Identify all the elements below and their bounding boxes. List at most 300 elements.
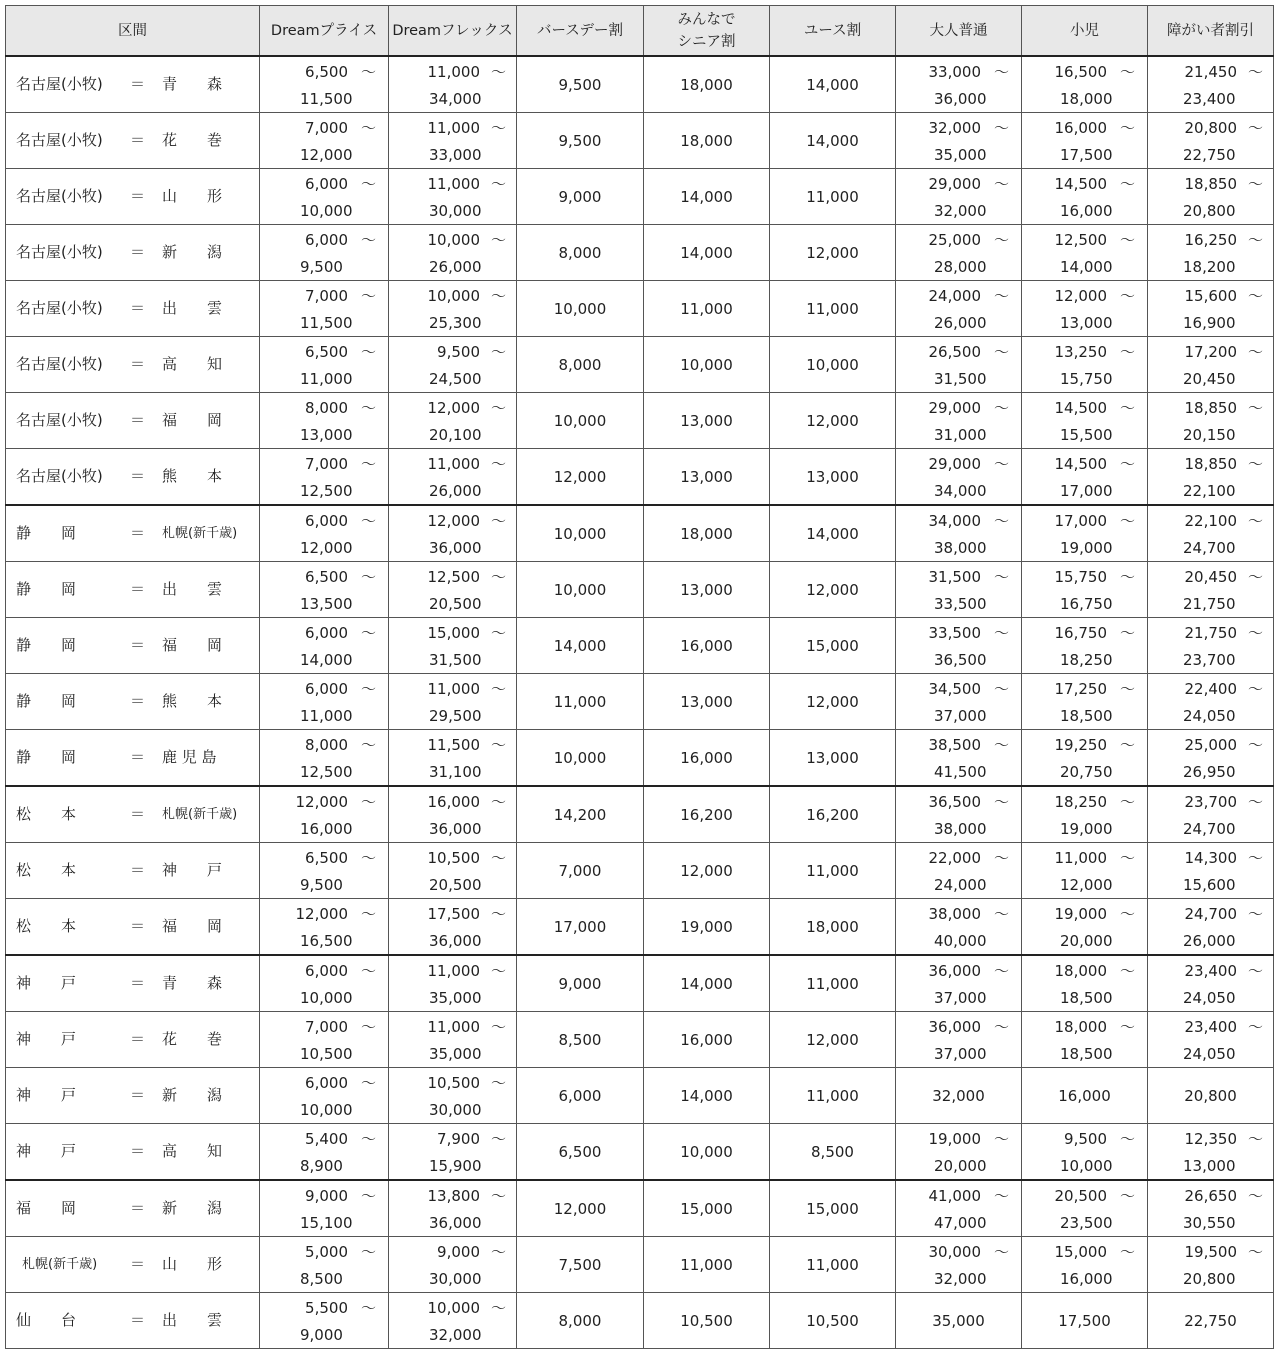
dream-price-range — [260, 1012, 388, 1067]
child-max: 20,000 — [1060, 932, 1113, 950]
tilde-symbol: ～ — [360, 231, 376, 249]
equals-symbol: ＝ — [130, 748, 146, 766]
tilde-symbol: ～ — [993, 287, 1009, 305]
child-max: 18,250 — [1060, 651, 1113, 669]
dream-flex-max: 25,300 — [429, 314, 482, 332]
child-range — [1022, 337, 1147, 392]
dream-flex-cell — [389, 1068, 517, 1124]
dream-price-min: 6,000 — [305, 175, 348, 193]
adult-min: 29,000 — [928, 399, 981, 417]
fare-row — [6, 730, 1274, 787]
child-min: 19,000 — [1054, 905, 1107, 923]
dream-price-max: 16,000 — [300, 820, 353, 838]
youth-cell: 11,000 — [770, 1068, 896, 1124]
tilde-symbol: ～ — [1119, 455, 1135, 473]
disability-min: 21,750 — [1184, 624, 1237, 642]
child-max: 13,000 — [1060, 314, 1113, 332]
adult-range — [896, 393, 1021, 448]
dream-flex-min: 17,500 — [427, 905, 480, 923]
tilde-symbol: ～ — [490, 399, 506, 417]
tilde-symbol: ～ — [1247, 1018, 1263, 1036]
tilde-symbol: ～ — [1119, 512, 1135, 530]
dream-flex-min: 11,000 — [427, 119, 480, 137]
adult-range — [896, 899, 1021, 954]
tilde-symbol: ～ — [490, 231, 506, 249]
adult-range — [896, 1237, 1021, 1292]
child-range — [1022, 1237, 1147, 1292]
birthday-cell: 10,000 — [517, 281, 644, 337]
senior-cell: 18,000 — [644, 113, 770, 169]
adult-min: 38,000 — [928, 905, 981, 923]
route-destination: 出 雲 — [162, 1311, 223, 1329]
dream-flex-max: 20,500 — [429, 876, 482, 894]
child-min: 17,250 — [1054, 680, 1107, 698]
route-cell — [6, 786, 260, 843]
route — [6, 1181, 259, 1236]
adult-min: 24,000 — [928, 287, 981, 305]
child-min: 16,500 — [1054, 63, 1107, 81]
adult-cell — [896, 337, 1022, 393]
child-cell — [1022, 562, 1148, 618]
disability-max: 26,950 — [1183, 763, 1236, 781]
dream-price-range — [260, 1237, 388, 1292]
route — [6, 281, 259, 336]
tilde-symbol: ～ — [360, 287, 376, 305]
dream-price-min: 6,000 — [305, 624, 348, 642]
child-range — [1022, 393, 1147, 448]
tilde-symbol: ～ — [490, 1074, 506, 1092]
disability-min: 23,700 — [1184, 793, 1237, 811]
disability-range — [1148, 113, 1273, 168]
dream-price-min: 6,000 — [305, 1074, 348, 1092]
tilde-symbol: ～ — [360, 849, 376, 867]
tilde-symbol: ～ — [1119, 287, 1135, 305]
dream-flex-min: 11,000 — [427, 175, 480, 193]
tilde-symbol: ～ — [490, 455, 506, 473]
birthday-cell: 10,000 — [517, 505, 644, 562]
disability-max: 20,800 — [1183, 1270, 1236, 1288]
disability-max: 24,050 — [1183, 989, 1236, 1007]
dream-flex-min: 11,000 — [427, 63, 480, 81]
tilde-symbol: ～ — [993, 962, 1009, 980]
child-max: 15,500 — [1060, 426, 1113, 444]
disability-cell — [1148, 505, 1274, 562]
disability-max: 13,000 — [1183, 1157, 1236, 1175]
tilde-symbol: ～ — [360, 1299, 376, 1317]
dream-price-cell — [260, 113, 389, 169]
dream-flex-range — [389, 337, 516, 392]
dream-flex-min: 11,000 — [427, 1018, 480, 1036]
dream-price-range — [260, 1068, 388, 1123]
tilde-symbol: ～ — [490, 119, 506, 137]
route-cell — [6, 1293, 260, 1349]
adult-cell — [896, 1124, 1022, 1181]
route-destination: 福 岡 — [162, 636, 223, 654]
tilde-symbol: ～ — [1247, 736, 1263, 754]
senior-cell: 15,000 — [644, 1180, 770, 1237]
route-origin: 名古屋(小牧) — [16, 411, 103, 429]
senior-cell: 13,000 — [644, 449, 770, 506]
tilde-symbol: ～ — [1247, 119, 1263, 137]
tilde-symbol: ～ — [490, 568, 506, 586]
route-origin: 静 岡 — [16, 748, 77, 766]
adult-cell: 32,000 — [896, 1068, 1022, 1124]
adult-range — [896, 787, 1021, 842]
child-min: 15,000 — [1054, 1243, 1107, 1261]
senior-cell: 14,000 — [644, 1068, 770, 1124]
dream-price-cell — [260, 1293, 389, 1349]
dream-flex-max: 15,900 — [429, 1157, 482, 1175]
dream-price-range — [260, 393, 388, 448]
child-min: 15,750 — [1054, 568, 1107, 586]
disability-min: 21,450 — [1184, 63, 1237, 81]
tilde-symbol: ～ — [360, 399, 376, 417]
child-cell — [1022, 225, 1148, 281]
route-cell — [6, 955, 260, 1012]
tilde-symbol: ～ — [1247, 1130, 1263, 1148]
adult-max: 24,000 — [934, 876, 987, 894]
birthday-cell: 6,500 — [517, 1124, 644, 1181]
fare-row — [6, 899, 1274, 956]
birthday-cell: 14,000 — [517, 618, 644, 674]
birthday-cell: 8,000 — [517, 1293, 644, 1349]
disability-min: 20,800 — [1184, 119, 1237, 137]
dream-price-range — [260, 169, 388, 224]
tilde-symbol: ～ — [360, 905, 376, 923]
route-cell — [6, 674, 260, 730]
route-cell — [6, 449, 260, 506]
tilde-symbol: ～ — [360, 1130, 376, 1148]
dream-price-cell — [260, 1180, 389, 1237]
tilde-symbol: ～ — [1247, 231, 1263, 249]
equals-symbol: ＝ — [130, 524, 146, 542]
senior-cell: 13,000 — [644, 674, 770, 730]
disability-min: 23,400 — [1184, 962, 1237, 980]
dream-flex-min: 9,000 — [437, 1243, 480, 1261]
child-max: 12,000 — [1060, 876, 1113, 894]
youth-cell: 18,000 — [770, 899, 896, 956]
route-destination: 出 雲 — [162, 299, 223, 317]
route-cell — [6, 899, 260, 956]
dream-flex-max: 32,000 — [429, 1326, 482, 1344]
dream-flex-range — [389, 618, 516, 673]
fare-row — [6, 1237, 1274, 1293]
tilde-symbol: ～ — [490, 1130, 506, 1148]
adult-range — [896, 1124, 1021, 1179]
adult-min: 31,500 — [928, 568, 981, 586]
adult-cell — [896, 449, 1022, 506]
route-cell — [6, 393, 260, 449]
senior-cell: 10,500 — [644, 1293, 770, 1349]
disability-min: 19,500 — [1184, 1243, 1237, 1261]
equals-symbol: ＝ — [130, 1030, 146, 1048]
adult-min: 30,000 — [928, 1243, 981, 1261]
tilde-symbol: ～ — [490, 512, 506, 530]
dream-price-cell — [260, 1124, 389, 1181]
dream-price-min: 6,500 — [305, 63, 348, 81]
disability-min: 24,700 — [1184, 905, 1237, 923]
dream-price-max: 12,000 — [300, 539, 353, 557]
dream-flex-max: 20,100 — [429, 426, 482, 444]
dream-flex-min: 12,000 — [427, 399, 480, 417]
route-destination: 山 形 — [162, 1255, 223, 1273]
tilde-symbol: ～ — [1119, 568, 1135, 586]
route — [6, 337, 259, 392]
disability-cell — [1148, 1124, 1274, 1181]
tilde-symbol: ～ — [490, 175, 506, 193]
route-origin: 名古屋(小牧) — [16, 243, 103, 261]
disability-cell — [1148, 618, 1274, 674]
tilde-symbol: ～ — [360, 343, 376, 361]
dream-price-cell — [260, 730, 389, 787]
child-range — [1022, 113, 1147, 168]
dream-price-min: 6,000 — [305, 512, 348, 530]
dream-price-max: 12,500 — [300, 482, 353, 500]
child-cell — [1022, 449, 1148, 506]
route-destination: 青 森 — [162, 974, 223, 992]
senior-cell: 14,000 — [644, 955, 770, 1012]
header-birthday: バースデー割 — [517, 6, 644, 57]
disability-cell — [1148, 113, 1274, 169]
tilde-symbol: ～ — [360, 1074, 376, 1092]
route-cell — [6, 1012, 260, 1068]
tilde-symbol: ～ — [1119, 624, 1135, 642]
dream-price-min: 9,000 — [305, 1187, 348, 1205]
adult-cell — [896, 955, 1022, 1012]
disability-min: 22,400 — [1184, 680, 1237, 698]
equals-symbol: ＝ — [130, 467, 146, 485]
adult-min: 41,000 — [928, 1187, 981, 1205]
dream-flex-range — [389, 899, 516, 954]
tilde-symbol: ～ — [360, 512, 376, 530]
birthday-cell: 9,500 — [517, 113, 644, 169]
tilde-symbol: ～ — [1247, 399, 1263, 417]
child-max: 23,500 — [1060, 1214, 1113, 1232]
dream-flex-cell — [389, 843, 517, 899]
dream-price-range — [260, 449, 388, 504]
youth-cell: 8,500 — [770, 1124, 896, 1181]
dream-flex-max: 20,500 — [429, 595, 482, 613]
child-cell — [1022, 1124, 1148, 1181]
youth-cell: 11,000 — [770, 169, 896, 225]
route — [6, 899, 259, 954]
senior-cell: 10,000 — [644, 1124, 770, 1181]
dream-price-min: 7,000 — [305, 119, 348, 137]
tilde-symbol: ～ — [1119, 63, 1135, 81]
child-cell — [1022, 955, 1148, 1012]
dream-flex-cell — [389, 730, 517, 787]
disability-cell: 20,800 — [1148, 1068, 1274, 1124]
tilde-symbol: ～ — [360, 568, 376, 586]
birthday-cell: 11,000 — [517, 674, 644, 730]
adult-max: 35,000 — [934, 146, 987, 164]
child-min: 14,500 — [1054, 455, 1107, 473]
disability-range — [1148, 562, 1273, 617]
senior-cell: 12,000 — [644, 843, 770, 899]
route-origin: 静 岡 — [16, 692, 77, 710]
adult-max: 26,000 — [934, 314, 987, 332]
disability-range — [1148, 225, 1273, 280]
disability-cell — [1148, 786, 1274, 843]
disability-range — [1148, 281, 1273, 336]
tilde-symbol: ～ — [360, 680, 376, 698]
tilde-symbol: ～ — [490, 287, 506, 305]
route-destination: 高 知 — [162, 355, 223, 373]
route — [6, 1293, 259, 1348]
equals-symbol: ＝ — [130, 1142, 146, 1160]
disability-max: 24,050 — [1183, 1045, 1236, 1063]
dream-flex-range — [389, 57, 516, 112]
fare-row — [6, 955, 1274, 1012]
dream-price-min: 12,000 — [295, 793, 348, 811]
fare-row — [6, 1124, 1274, 1181]
adult-range — [896, 1181, 1021, 1236]
dream-flex-min: 10,000 — [427, 287, 480, 305]
tilde-symbol: ～ — [1119, 119, 1135, 137]
adult-min: 36,000 — [928, 962, 981, 980]
child-min: 14,500 — [1054, 399, 1107, 417]
disability-cell — [1148, 730, 1274, 787]
tilde-symbol: ～ — [360, 63, 376, 81]
dream-price-max: 12,500 — [300, 763, 353, 781]
tilde-symbol: ～ — [1247, 1243, 1263, 1261]
adult-max: 31,500 — [934, 370, 987, 388]
dream-price-max: 14,000 — [300, 651, 353, 669]
dream-flex-cell — [389, 393, 517, 449]
dream-price-min: 5,400 — [305, 1130, 348, 1148]
disability-min: 18,850 — [1184, 175, 1237, 193]
equals-symbol: ＝ — [130, 1255, 146, 1273]
disability-max: 23,700 — [1183, 651, 1236, 669]
route-origin: 静 岡 — [16, 524, 77, 542]
route-destination: 神 戸 — [162, 861, 223, 879]
equals-symbol: ＝ — [130, 1311, 146, 1329]
fare-row — [6, 674, 1274, 730]
child-cell — [1022, 730, 1148, 787]
disability-min: 26,650 — [1184, 1187, 1237, 1205]
fare-row — [6, 618, 1274, 674]
disability-min: 18,850 — [1184, 455, 1237, 473]
route — [6, 562, 259, 617]
tilde-symbol: ～ — [360, 455, 376, 473]
child-range — [1022, 169, 1147, 224]
child-max: 16,000 — [1060, 202, 1113, 220]
adult-cell — [896, 56, 1022, 113]
dream-flex-max: 26,000 — [429, 258, 482, 276]
birthday-cell: 6,000 — [517, 1068, 644, 1124]
child-range — [1022, 449, 1147, 504]
child-cell — [1022, 113, 1148, 169]
route-cell — [6, 337, 260, 393]
child-max: 18,000 — [1060, 90, 1113, 108]
adult-range — [896, 843, 1021, 898]
route — [6, 674, 259, 729]
dream-flex-range — [389, 281, 516, 336]
tilde-symbol: ～ — [1247, 63, 1263, 81]
dream-flex-cell — [389, 1124, 517, 1181]
equals-symbol: ＝ — [130, 299, 146, 317]
child-range — [1022, 618, 1147, 673]
child-range — [1022, 506, 1147, 561]
dream-price-range — [260, 843, 388, 898]
birthday-cell: 9,000 — [517, 169, 644, 225]
tilde-symbol: ～ — [993, 231, 1009, 249]
adult-cell — [896, 281, 1022, 337]
adult-min: 29,000 — [928, 175, 981, 193]
tilde-symbol: ～ — [490, 1187, 506, 1205]
youth-cell: 13,000 — [770, 449, 896, 506]
child-cell — [1022, 786, 1148, 843]
child-min: 9,500 — [1064, 1130, 1107, 1148]
dream-flex-max: 36,000 — [429, 539, 482, 557]
dream-price-range — [260, 225, 388, 280]
dream-price-range — [260, 1124, 388, 1179]
dream-flex-min: 11,000 — [427, 680, 480, 698]
dream-price-min: 6,000 — [305, 231, 348, 249]
child-max: 16,000 — [1060, 1270, 1113, 1288]
dream-flex-range — [389, 562, 516, 617]
adult-min: 36,000 — [928, 1018, 981, 1036]
adult-min: 25,000 — [928, 231, 981, 249]
disability-cell — [1148, 337, 1274, 393]
youth-cell: 12,000 — [770, 674, 896, 730]
birthday-cell: 8,500 — [517, 1012, 644, 1068]
disability-range — [1148, 337, 1273, 392]
dream-price-range — [260, 281, 388, 336]
tilde-symbol: ～ — [360, 1018, 376, 1036]
dream-flex-cell — [389, 955, 517, 1012]
dream-flex-min: 11,000 — [427, 962, 480, 980]
header-adult: 大人普通 — [896, 6, 1022, 57]
dream-price-range — [260, 787, 388, 842]
tilde-symbol: ～ — [490, 680, 506, 698]
child-min: 12,000 — [1054, 287, 1107, 305]
adult-cell — [896, 899, 1022, 956]
senior-cell: 16,000 — [644, 730, 770, 787]
route-destination: 札幌(新千歳) — [162, 526, 238, 541]
tilde-symbol: ～ — [1247, 455, 1263, 473]
fare-body — [6, 56, 1274, 1349]
dream-flex-range — [389, 225, 516, 280]
route — [6, 1124, 259, 1179]
youth-cell: 11,000 — [770, 281, 896, 337]
child-min: 20,500 — [1054, 1187, 1107, 1205]
tilde-symbol: ～ — [1247, 905, 1263, 923]
dream-price-max: 11,500 — [300, 90, 353, 108]
fare-row — [6, 169, 1274, 225]
disability-cell — [1148, 562, 1274, 618]
tilde-symbol: ～ — [360, 175, 376, 193]
dream-price-cell — [260, 618, 389, 674]
child-max: 10,000 — [1060, 1157, 1113, 1175]
tilde-symbol: ～ — [490, 736, 506, 754]
dream-price-cell — [260, 449, 389, 506]
tilde-symbol: ～ — [1247, 343, 1263, 361]
youth-cell: 10,500 — [770, 1293, 896, 1349]
route — [6, 618, 259, 673]
adult-max: 33,500 — [934, 595, 987, 613]
tilde-symbol: ～ — [1119, 1130, 1135, 1148]
dream-flex-cell — [389, 113, 517, 169]
birthday-cell: 7,500 — [517, 1237, 644, 1293]
child-range — [1022, 225, 1147, 280]
dream-price-cell — [260, 674, 389, 730]
child-cell — [1022, 1012, 1148, 1068]
adult-min: 19,000 — [928, 1130, 981, 1148]
dream-price-max: 8,900 — [300, 1157, 343, 1175]
route-destination: 花 巻 — [162, 1030, 223, 1048]
adult-min: 33,500 — [928, 624, 981, 642]
